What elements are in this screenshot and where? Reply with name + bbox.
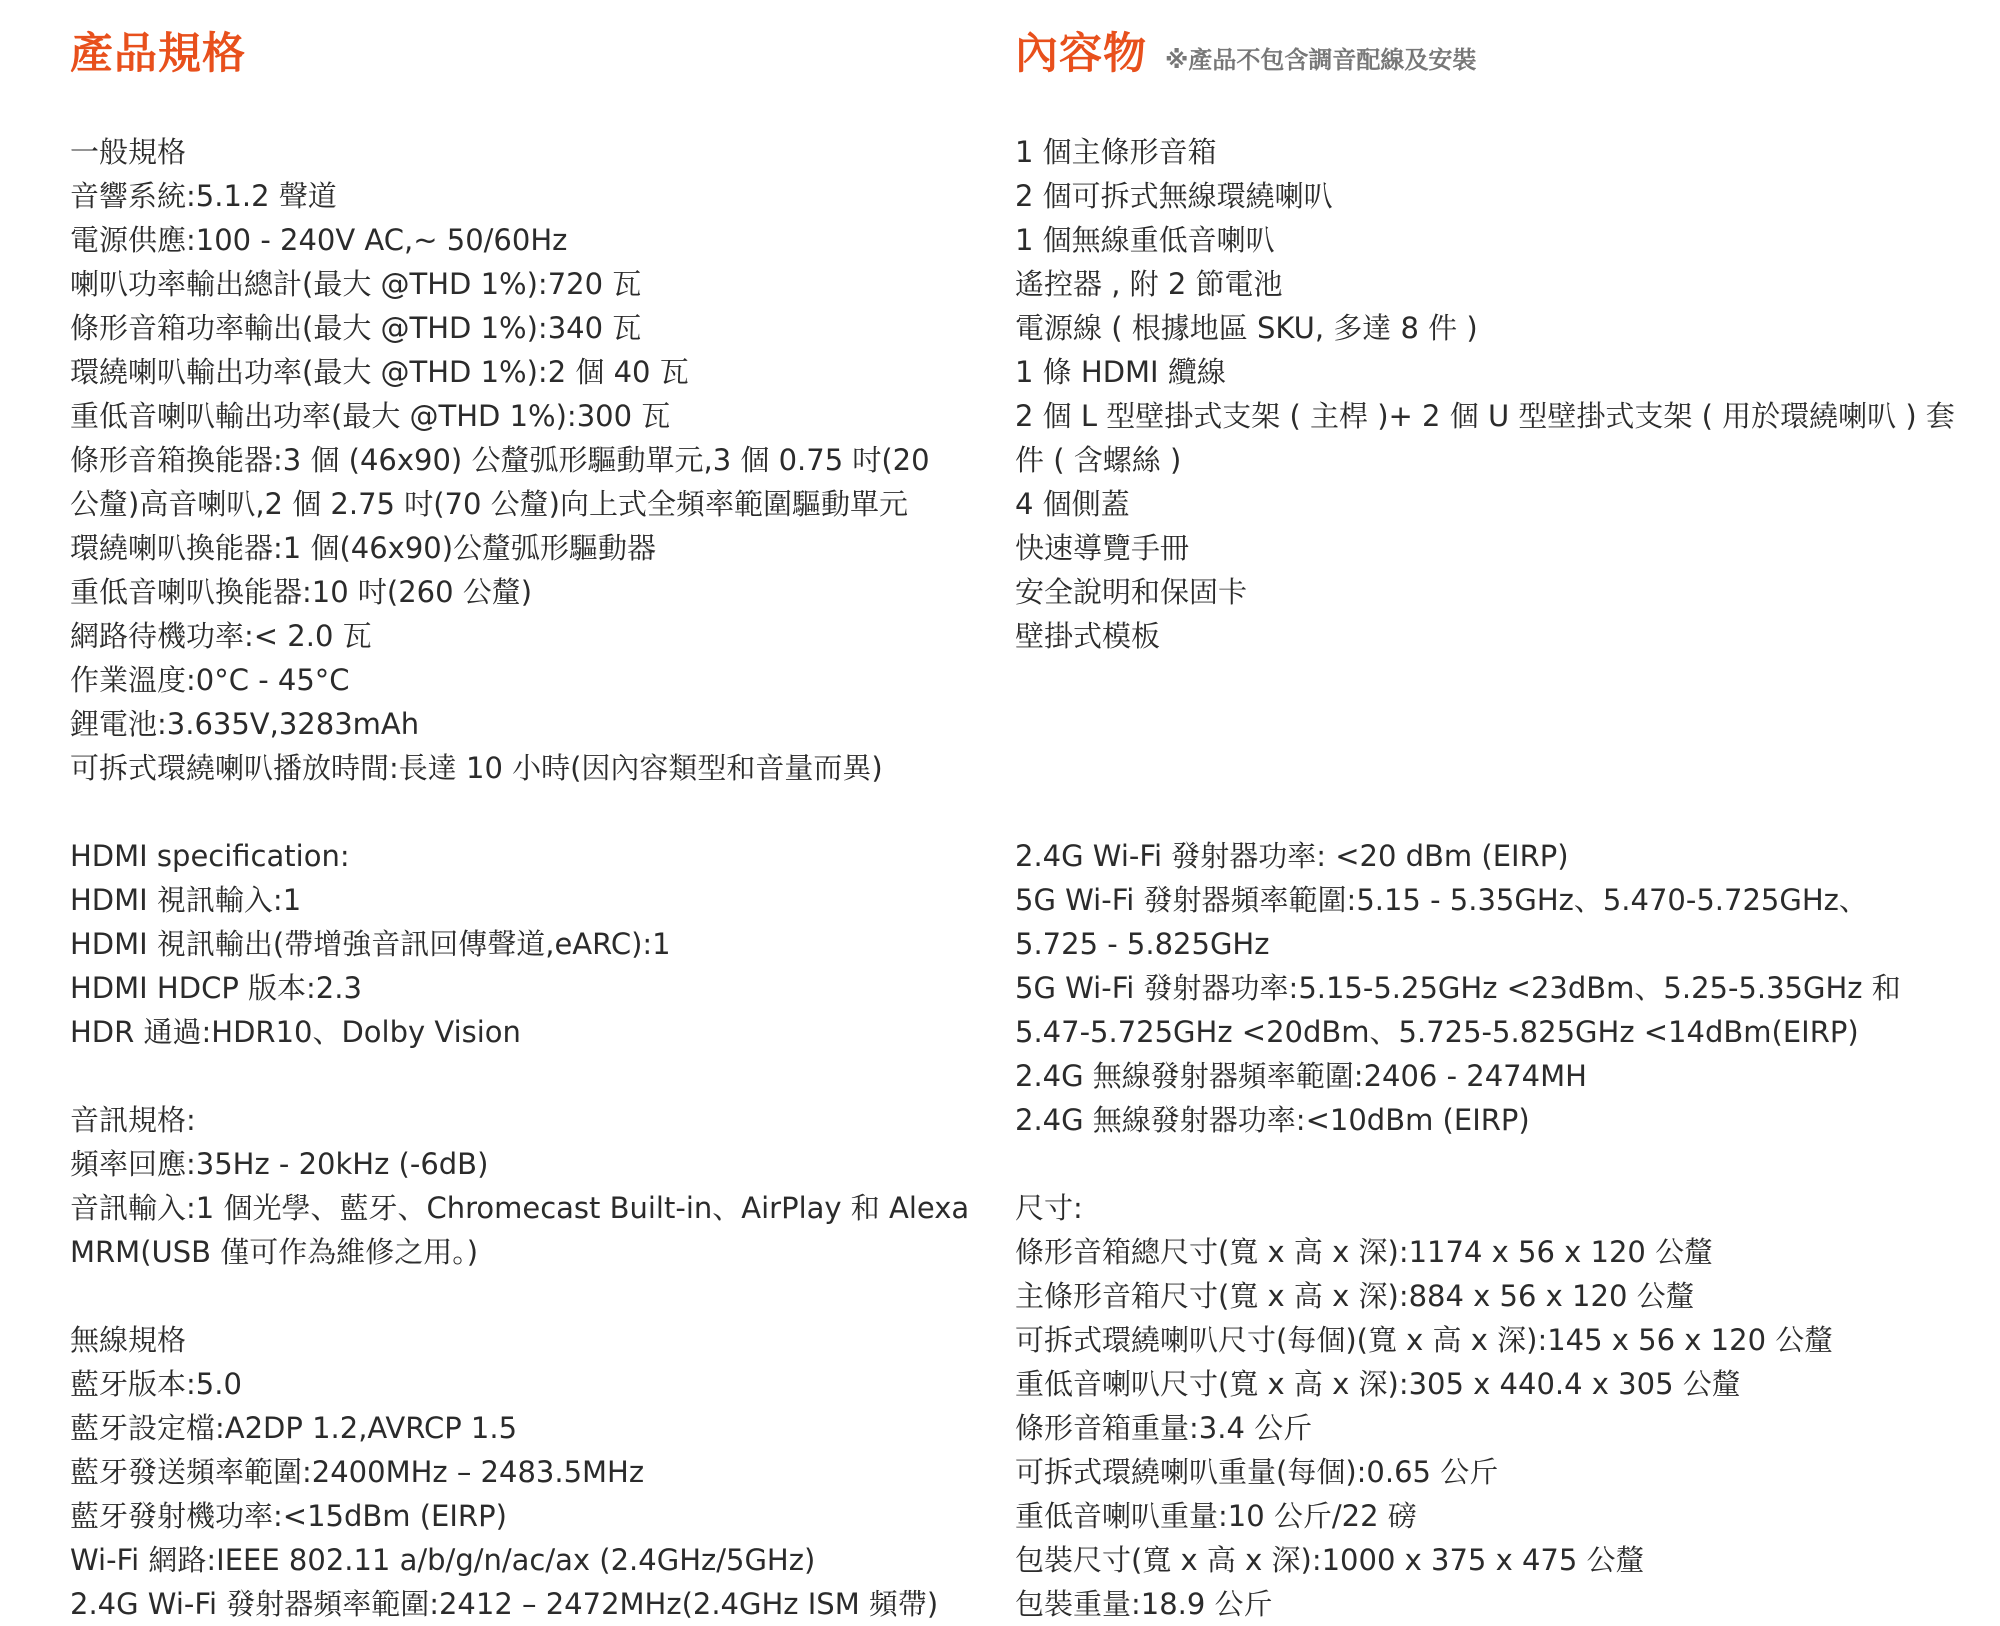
- spec-line: 喇叭功率輸出總計(最大 @THD 1%):720 瓦: [70, 267, 642, 301]
- spec-line: 電源供應:100 - 240V AC,~ 50/60Hz: [70, 223, 568, 257]
- spec-line: 可拆式環繞喇叭播放時間:長達 10 小時(因內容類型和音量而異): [70, 751, 883, 785]
- spec-line: 1 個主條形音箱: [1015, 135, 1217, 169]
- spec-line: HDMI 視訊輸出(帶增強音訊回傳聲道,eARC):1: [70, 927, 671, 961]
- contents-heading: [1015, 20, 1965, 80]
- spec-line: 電源線 ( 根據地區 SKU, 多達 8 件 ): [1015, 311, 1478, 345]
- spec-line: 2.4G Wi-Fi 發射器功率: <20 dBm (EIRP): [1015, 839, 1569, 873]
- spec-line: 重低音喇叭尺寸(寬 x 高 x 深):305 x 440.4 x 305 公釐: [1015, 1367, 1741, 1401]
- spec-line: 環繞喇叭輸出功率(最大 @THD 1%):2 個 40 瓦: [70, 355, 689, 389]
- spec-section: [70, 130, 970, 790]
- spec-line: 尺寸:: [1015, 1191, 1083, 1225]
- spec-line: 網路待機功率:< 2.0 瓦: [70, 619, 372, 653]
- spec-line: HDR 通過:HDR10、Dolby Vision: [70, 1015, 521, 1049]
- spec-line: 條形音箱換能器:3 個 (46x90) 公釐弧形驅動單元,3 個 0.75 吋(20: [70, 443, 930, 477]
- spec-line: HDMI HDCP 版本:2.3: [70, 971, 362, 1005]
- spec-line: 音訊輸入:1 個光學、藍牙、Chromecast Built-in、AirPlay 和 Alexa: [70, 1191, 970, 1225]
- spec-section: [1015, 834, 1965, 1142]
- spec-line: 無線規格: [70, 1323, 187, 1357]
- contents-note: ※產品不包含調音配線及安裝: [1165, 46, 1477, 74]
- spec-line: HDMI specification:: [70, 839, 350, 873]
- spec-section: [1015, 130, 1965, 658]
- spec-line: 5G Wi-Fi 發射器功率:5.15-5.25GHz <23dBm、5.25-5.35GHz 和: [1015, 971, 1901, 1005]
- spec-line: 4 個側蓋: [1015, 487, 1130, 521]
- spec-line: 2 個 L 型壁掛式支架 ( 主桿 )+ 2 個 U 型壁掛式支架 ( 用於環繞喇叭 ) 套: [1015, 399, 1955, 433]
- spec-section: [70, 834, 970, 1054]
- spec-line: Wi-Fi 網路:IEEE 802.11 a/b/g/n/ac/ax (2.4GHz/5GHz): [70, 1543, 816, 1577]
- spec-line: 條形音箱重量:3.4 公斤: [1015, 1411, 1313, 1445]
- spec-line: 重低音喇叭換能器:10 吋(260 公釐): [70, 575, 533, 609]
- spec-line: 5G Wi-Fi 發射器頻率範圍:5.15 - 5.35GHz、5.470-5.725GHz、: [1015, 883, 1868, 917]
- spec-line: 5.725 - 5.825GHz: [1015, 927, 1270, 961]
- spec-line: HDMI 視訊輸入:1: [70, 883, 302, 917]
- spec-line: 件 ( 含螺絲 ): [1015, 443, 1182, 477]
- contents-title: 內容物: [1015, 29, 1147, 79]
- spec-line: 1 條 HDMI 纜線: [1015, 355, 1226, 389]
- spec-line: 安全說明和保固卡: [1015, 575, 1248, 609]
- spec-line: 條形音箱功率輸出(最大 @THD 1%):340 瓦: [70, 311, 642, 345]
- spec-line: 環繞喇叭換能器:1 個(46x90)公釐弧形驅動器: [70, 531, 657, 565]
- spec-line: 頻率回應:35Hz - 20kHz (-6dB): [70, 1147, 489, 1181]
- spec-line: 可拆式環繞喇叭尺寸(每個)(寬 x 高 x 深):145 x 56 x 120 公釐: [1015, 1323, 1834, 1357]
- spec-line: 2 個可拆式無線環繞喇叭: [1015, 179, 1333, 213]
- contents-column: [1015, 20, 1965, 1626]
- spec-line: 藍牙設定檔:A2DP 1.2,AVRCP 1.5: [70, 1411, 518, 1445]
- spec-section: [70, 1318, 970, 1626]
- spec-line: 鋰電池:3.635V,3283mAh: [70, 707, 420, 741]
- spec-line: 遙控器 , 附 2 節電池: [1015, 267, 1283, 301]
- spec-line: 快速導覽手冊: [1015, 531, 1190, 565]
- spec-section: [1015, 1186, 1965, 1626]
- spec-line: 藍牙發送頻率範圍:2400MHz – 2483.5MHz: [70, 1455, 645, 1489]
- spec-line: 重低音喇叭重量:10 公斤/22 磅: [1015, 1499, 1417, 1533]
- spec-line: 2.4G Wi-Fi 發射器頻率範圍:2412 – 2472MHz(2.4GHz ISM 頻帶): [70, 1587, 939, 1621]
- spec-line: 可拆式環繞喇叭重量(每個):0.65 公斤: [1015, 1455, 1499, 1489]
- spec-line: 公釐)高音喇叭,2 個 2.75 吋(70 公釐)向上式全頻率範圍驅動單元: [70, 487, 908, 521]
- spec-line: 音響系統:5.1.2 聲道: [70, 179, 337, 213]
- spec-line: 包裝尺寸(寬 x 高 x 深):1000 x 375 x 475 公釐: [1015, 1543, 1645, 1577]
- specs-heading: [70, 20, 970, 80]
- spec-line: 壁掛式模板: [1015, 619, 1161, 653]
- spec-line: MRM(USB 僅可作為維修之用。): [70, 1235, 479, 1269]
- spec-section: [70, 1098, 970, 1274]
- spec-line: 藍牙發射機功率:<15dBm (EIRP): [70, 1499, 507, 1533]
- spec-line: 主條形音箱尺寸(寬 x 高 x 深):884 x 56 x 120 公釐: [1015, 1279, 1695, 1313]
- spec-line: 2.4G 無線發射器頻率範圍:2406 - 2474MH: [1015, 1059, 1587, 1093]
- spec-line: 音訊規格:: [70, 1103, 196, 1137]
- spec-line: 藍牙版本:5.0: [70, 1367, 242, 1401]
- spec-line: 5.47-5.725GHz <20dBm、5.725-5.825GHz <14dBm(EIRP): [1015, 1015, 1859, 1049]
- spec-line: 1 個無線重低音喇叭: [1015, 223, 1275, 257]
- specs-title: 產品規格: [70, 29, 246, 79]
- spec-line: 作業溫度:0°C - 45°C: [70, 663, 350, 697]
- specs-sections: [70, 130, 970, 1626]
- spec-line: 一般規格: [70, 135, 187, 169]
- contents-sections: [1015, 130, 1965, 1626]
- specs-column: [70, 20, 970, 1626]
- spec-line: 2.4G 無線發射器功率:<10dBm (EIRP): [1015, 1103, 1530, 1137]
- spec-line: 包裝重量:18.9 公斤: [1015, 1587, 1273, 1621]
- spec-line: 重低音喇叭輸出功率(最大 @THD 1%):300 瓦: [70, 399, 671, 433]
- spec-line: 條形音箱總尺寸(寬 x 高 x 深):1174 x 56 x 120 公釐: [1015, 1235, 1714, 1269]
